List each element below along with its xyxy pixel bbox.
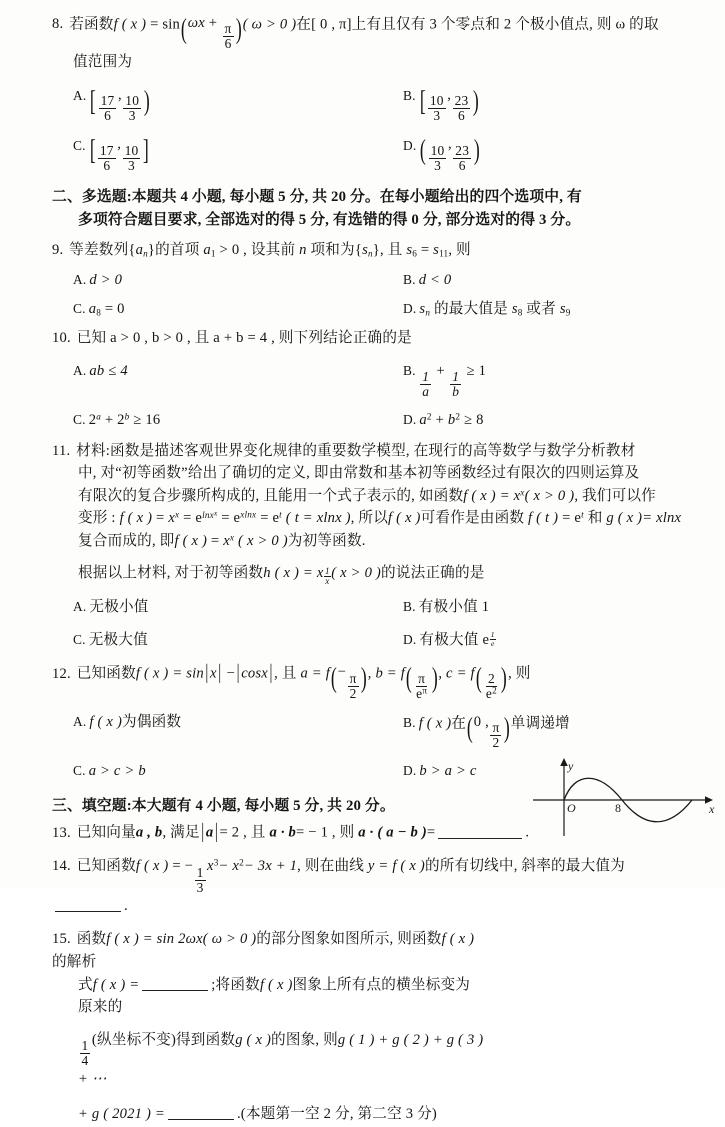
question-8-stem: 8. 若函数f ( x ) = sin(ωx + $\frac{\pi}{6}$ )( ω > 0 )在[ 0 , π]上有且仅有 3 个零点和 2 个极小值点, 则 ω 的取 bbox=[52, 13, 659, 52]
question-10-stem: 10. 已知 a > 0 , b > 0 , 且 a + b = 4 , 则下列结论正确的是 bbox=[52, 329, 412, 346]
question-9-option-c[interactable]: C. $a_8 = 0$ bbox=[73, 301, 125, 318]
question-9-option-a[interactable]: A. d > 0 bbox=[73, 271, 123, 288]
x-tick-label-8: 8 bbox=[615, 801, 621, 815]
option-label: D. bbox=[403, 137, 417, 153]
question-8-option-b[interactable]: B. [ $\frac{10}{3}$ , $\frac{23}{6}$ ) bbox=[403, 85, 479, 124]
option-label: D. bbox=[403, 631, 417, 647]
question-10 bbox=[52, 327, 688, 432]
question-8-stem-line2: 值范围为 bbox=[73, 54, 133, 71]
option-label: C. bbox=[73, 301, 86, 317]
question-10-option-d[interactable]: D. $a^2 + b^2 \ge 8$ bbox=[403, 411, 484, 428]
option-label: C. bbox=[73, 631, 86, 647]
question-15-answer-blank-1[interactable] bbox=[142, 990, 208, 991]
question-11-line-4: 变形 : f ( x ) = $x^x = e^{lnx^x} = e^{xlnx} = e^t$ ( t = xlnx ), 所以f ( x )可看作是由函数 f ( t ) = $e^t$ 和 g ( x )= xlnx bbox=[78, 508, 682, 527]
question-8-options-row-1 bbox=[52, 84, 688, 123]
option-label: B. bbox=[403, 599, 416, 615]
question-12-option-b[interactable]: B. f ( x )在(0 , $\frac{\pi}{2}$ )单调递增 bbox=[403, 712, 570, 751]
question-13-answer-blank[interactable] bbox=[438, 838, 522, 839]
question-10-options-row-1 bbox=[52, 360, 688, 399]
section-3-line-1: 三、填空题:本大题有 4 小题, 每小题 5 分, 共 20 分。 bbox=[52, 797, 395, 814]
question-15-line-4: + g ( 2021 ) = .(本题第一空 2 分, 第二空 3 分) bbox=[78, 1105, 437, 1122]
question-9-options-row-2 bbox=[52, 298, 688, 321]
option-label: B. bbox=[403, 362, 416, 378]
question-15-text bbox=[52, 928, 484, 1125]
question-15-figure bbox=[529, 756, 725, 842]
question-8-number: 8. bbox=[52, 16, 64, 33]
question-9-stem: 9. 等差数列$\{a_n\}$的首项 $a_1 > 0$ , 设其前 n 项和为$\{s_n\}$, 且 $s_6 = s_{11}$, 则 bbox=[52, 242, 471, 259]
question-8-option-d[interactable]: D. ( $\frac{10}{3}$ , $\frac{23}{6}$ ) bbox=[403, 135, 480, 173]
question-15-line-2: 式f ( x ) = ;将函数f ( x )图象上所有点的横坐标变为原来的 bbox=[78, 976, 471, 1016]
question-15-number: 15. bbox=[52, 931, 71, 948]
question-11-option-c[interactable]: C. 无极大值 bbox=[73, 631, 148, 648]
question-12-stem: 12. 已知函数f ( x ) = sin | x | − | cosx | , 且 a = f(− $\frac{\pi}{2}$ ), b = f( $\frac{\pi}{e^\pi}$ ), c = f( $\frac{2}{e^2}$ ), 则 bbox=[52, 661, 531, 701]
question-12-options-row-1 bbox=[52, 711, 688, 750]
question-10-number: 10. bbox=[52, 329, 71, 346]
option-label: A. bbox=[73, 599, 87, 615]
option-label: A. bbox=[73, 271, 87, 287]
question-8-options-row-2 bbox=[52, 133, 688, 172]
y-axis-arrow bbox=[560, 758, 568, 766]
question-11-line-5: 复合而成的, 即f ( x ) = $x^x$ ( x > 0 )为初等函数. bbox=[78, 532, 366, 549]
question-14-answer-blank[interactable] bbox=[55, 911, 121, 912]
question-8-option-a[interactable]: A. [ $\frac{17}{6}$ , $\frac{10}{3}$ ) bbox=[73, 85, 150, 124]
option-label: D. bbox=[403, 411, 417, 427]
question-15-line-1: 15. 函数f ( x ) = sin 2ωx( ω > 0 )的部分图象如图所示, 则函数f ( x )的解析 bbox=[52, 931, 475, 970]
origin-label: O bbox=[567, 801, 576, 815]
question-11-line-3: 有限次的复合步骤所构成的, 且能用一个式子表示的, 如函数f ( x ) = $x^x$( x > 0 ), 我们可以作 bbox=[78, 487, 656, 504]
x-axis-label: x bbox=[709, 802, 715, 816]
question-9 bbox=[52, 239, 688, 321]
question-15 bbox=[52, 928, 688, 1125]
page-content bbox=[52, 12, 688, 1127]
question-14-number: 14. bbox=[52, 858, 71, 875]
question-13-number: 13. bbox=[52, 824, 71, 841]
option-label: A. bbox=[73, 713, 87, 729]
question-8-option-c[interactable]: C. [ $\frac{17}{6}$ , $\frac{10}{3}$ ] bbox=[73, 135, 149, 173]
question-12-option-c[interactable]: C. a > c > b bbox=[73, 763, 146, 780]
option-label: A. bbox=[73, 362, 87, 378]
sine-curve-graph bbox=[529, 756, 725, 842]
question-9-option-d[interactable]: D. $s_n$ 的最大值是 $s_8$ 或者 $s_9$ bbox=[403, 301, 571, 318]
question-11-line-6: 根据以上材料, 对于初等函数h ( x ) = x $\frac{1}{x}$ ( x > 0 )的说法正确的是 bbox=[78, 564, 485, 587]
option-label: B. bbox=[403, 715, 416, 731]
question-11-options-row-2 bbox=[52, 629, 688, 652]
question-14-stem: 14. 已知函数f ( x ) = − $\frac{1}{3}$ $x^3- x^2- 3x + 1$, 则在曲线 y = f ( x )的所有切线中, 斜率的最大值为. bbox=[52, 857, 625, 914]
question-11-option-d[interactable]: D. 有极大值 e $^{\frac{1}{e}}$ bbox=[403, 629, 495, 648]
question-10-option-b[interactable]: B. $\frac{1}{a}$ + $\frac{1}{b}$ ≥ 1 bbox=[403, 362, 487, 399]
option-label: B. bbox=[403, 88, 416, 104]
section-2-heading bbox=[52, 186, 688, 233]
question-11-material bbox=[52, 440, 688, 587]
question-8 bbox=[52, 12, 688, 173]
question-14 bbox=[52, 855, 688, 917]
question-9-options-row-1 bbox=[52, 269, 688, 292]
question-11-line-2: 中, 对“初等函数”给出了确切的定义, 即由常数和基本初等函数经过有限次的四则运算及 bbox=[78, 465, 640, 482]
option-label: C. bbox=[73, 411, 86, 427]
question-12-option-a[interactable]: A. f ( x )为偶函数 bbox=[73, 713, 182, 730]
option-label: D. bbox=[403, 301, 417, 317]
option-label: C. bbox=[73, 137, 86, 153]
option-label: D. bbox=[403, 763, 417, 779]
question-10-option-a[interactable]: A. ab ≤ 4 bbox=[73, 362, 128, 379]
section-2-line-2: 多项符合题目要求, 全部选对的得 5 分, 有选错的得 0 分, 部分选对的得 3 分。 bbox=[78, 212, 581, 229]
y-axis-label: y bbox=[568, 759, 574, 773]
question-11 bbox=[52, 440, 688, 652]
question-10-option-c[interactable]: C. 2$^a$ + 2$^b$ ≥ 16 bbox=[73, 411, 161, 428]
question-12-number: 12. bbox=[52, 665, 71, 682]
question-10-options-row-2 bbox=[52, 409, 688, 432]
section-2-line-1: 二、多选题:本题共 4 小题, 每小题 5 分, 共 20 分。在每小题给出的四个选项中, 有 bbox=[52, 188, 582, 205]
question-9-option-b[interactable]: B. d < 0 bbox=[403, 271, 452, 288]
option-label: A. bbox=[73, 88, 87, 104]
question-11-option-b[interactable]: B. 有极小值 1 bbox=[403, 599, 490, 616]
question-11-line-1: 11. 材料:函数是描述客观世界变化规律的重要数学模型, 在现行的高等数学与数学分析教材 bbox=[52, 442, 636, 459]
option-label: B. bbox=[403, 271, 416, 287]
question-11-number: 11. bbox=[52, 442, 71, 459]
question-11-options-row-1 bbox=[52, 596, 688, 619]
question-15-line-3: $\frac{1}{4}$ (纵坐标不变)得到函数g ( x )的图象, 则g ( 1 ) + g ( 2 ) + g ( 3 ) + ⋯ bbox=[78, 1031, 484, 1088]
question-11-option-a[interactable]: A. 无极小值 bbox=[73, 599, 149, 616]
question-9-number: 9. bbox=[52, 242, 64, 259]
question-15-answer-blank-2[interactable] bbox=[168, 1119, 234, 1120]
option-label: C. bbox=[73, 763, 86, 779]
question-12-option-d[interactable]: D. b > a > c bbox=[403, 763, 477, 780]
question-13-stem: 13. 已知向量a , b, 满足 | a | = 2 , 且 a · b= − 1 , 则 a · ( a − b )= . bbox=[52, 820, 530, 844]
